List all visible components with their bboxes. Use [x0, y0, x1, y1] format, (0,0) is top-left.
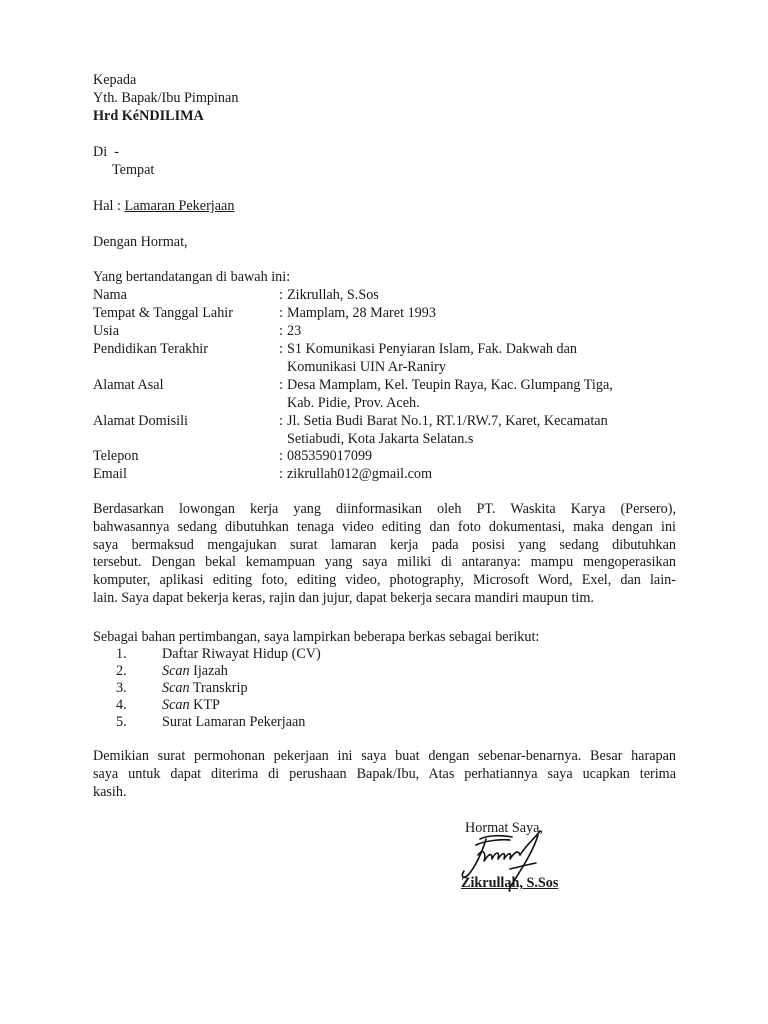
field-ttl [279, 304, 436, 322]
attachment-item [162, 714, 305, 731]
field-label-nama: Nama [93, 287, 127, 303]
closing-line: Demikian surat permohonan pekerjaan ini saya buat dengan sebenar-benarnya. Besar harapan [93, 748, 676, 764]
colon: : [279, 287, 283, 303]
field-value-pendidikan: S1 Komunikasi Penyiaran Islam, Fak. Dakwah dan [287, 341, 578, 357]
attachment-number: 4. [116, 697, 127, 713]
field-value-domisili-2: Setiabudi, Kota Jakarta Selatan.s [287, 431, 474, 447]
field-label-usia: Usia [93, 323, 120, 339]
signature-name: Zikrullah, S.Sos [461, 875, 559, 891]
field-usia [279, 322, 301, 340]
attachment-text: Ijazah [189, 663, 228, 679]
address-tempat: Tempat [112, 162, 155, 178]
field-domisili [279, 412, 608, 430]
field-label-email: Email [93, 466, 127, 482]
attachment-number: 1. [116, 646, 127, 662]
field-value-alamat-asal: Desa Mamplam, Kel. Teupin Raya, Kac. Glumpang Tiga, [287, 377, 613, 393]
signoff: Hormat Saya, [465, 820, 544, 836]
attachment-italic: Scan [162, 697, 190, 713]
field-nama [279, 286, 379, 304]
attachment-italic: Scan [162, 680, 190, 696]
body-line: tersebut. Dengan bekal kemampuan yang saya miliki di antaranya: mampu mengoperasikan [93, 554, 676, 571]
attachment-text: Daftar Riwayat Hidup (CV) [162, 646, 321, 662]
field-label-pendidikan: Pendidikan Terakhir [93, 341, 208, 357]
body-line: saya bermaksud mengajukan surat lamaran kerja pada posisi yang sedang dibutuhkan [93, 536, 676, 553]
field-value-alamat-asal-2: Kab. Pidie, Prov. Aceh. [287, 395, 420, 411]
subject-text: Lamaran Pekerjaan [124, 198, 235, 214]
closing-paragraph [93, 748, 676, 801]
colon: : [279, 341, 283, 357]
signature-image [440, 825, 590, 905]
signature-scribble [440, 825, 590, 905]
colon: : [279, 413, 283, 429]
address-di: Di - [93, 144, 120, 160]
body-line: lain. Saya dapat bekerja keras, rajin dan jujur, dapat bekerja secara mandiri maupun tim. [93, 589, 594, 606]
address-hrd: Hrd KéNDILIMA [93, 108, 204, 124]
attachment-item [162, 680, 248, 697]
field-value-nama: Zikrullah, S.Sos [287, 287, 379, 303]
attachment-item [162, 663, 228, 680]
address-kepada: Kepada [93, 72, 137, 88]
field-label-alamat-asal: Alamat Asal [93, 377, 164, 393]
field-alamat-asal [279, 376, 613, 394]
attachment-item [162, 697, 220, 714]
intro-text: Yang bertandatangan di bawah ini: [93, 269, 291, 285]
body-paragraph [93, 501, 676, 608]
field-value-ttl: Mamplam, 28 Maret 1993 [287, 305, 436, 321]
field-telepon [279, 447, 372, 465]
colon: : [279, 448, 283, 464]
attachment-number: 3. [116, 680, 127, 696]
field-value-email: zikrullah012@gmail.com [287, 466, 433, 482]
field-value-telepon: 085359017099 [287, 448, 373, 464]
attachment-text: Surat Lamaran Pekerjaan [162, 714, 306, 730]
address-yth: Yth. Bapak/Ibu Pimpinan [93, 90, 239, 106]
subject-prefix: Hal : [93, 198, 125, 214]
attachment-item [162, 646, 321, 663]
attachments-intro: Sebagai bahan pertimbangan, saya lampirkan beberapa berkas sebagai berikut: [93, 629, 540, 645]
attachment-number: 5. [116, 714, 127, 730]
field-value-usia: 23 [287, 323, 302, 339]
colon: : [279, 377, 283, 393]
colon: : [279, 323, 283, 339]
subject-line [93, 197, 234, 215]
closing-line: kasih. [93, 783, 127, 800]
attachment-number: 2. [116, 663, 127, 679]
closing-line: saya untuk dapat diterima di perushaan Bapak/Ibu, Atas perhatiannya saya ucapkan terima [93, 765, 676, 782]
field-label-domisili: Alamat Domisili [93, 413, 188, 429]
colon: : [279, 305, 283, 321]
greeting: Dengan Hormat, [93, 234, 188, 250]
attachment-text: Transkrip [189, 680, 248, 696]
field-label-telepon: Telepon [93, 448, 139, 464]
field-pendidikan [279, 340, 577, 358]
field-value-pendidikan-2: Komunikasi UIN Ar-Raniry [287, 359, 446, 375]
body-line: Berdasarkan lowongan kerja yang diinformasikan oleh PT. Waskita Karya (Persero), [93, 501, 676, 517]
attachment-italic: Scan [162, 663, 190, 679]
body-line: komputer, aplikasi editing foto, editing video, photography, Microsoft Word, Exel, dan lain- [93, 572, 676, 589]
attachment-text: KTP [189, 697, 220, 713]
colon: : [279, 466, 283, 482]
body-line: bahwasannya sedang dibutuhkan tenaga video editing dan foto dokumentasi, maka dengan ini [93, 518, 676, 535]
field-value-domisili: Jl. Setia Budi Barat No.1, RT.1/RW.7, Karet, Kecamatan [287, 413, 608, 429]
field-label-ttl: Tempat & Tanggal Lahir [93, 305, 233, 321]
field-email [279, 465, 432, 483]
